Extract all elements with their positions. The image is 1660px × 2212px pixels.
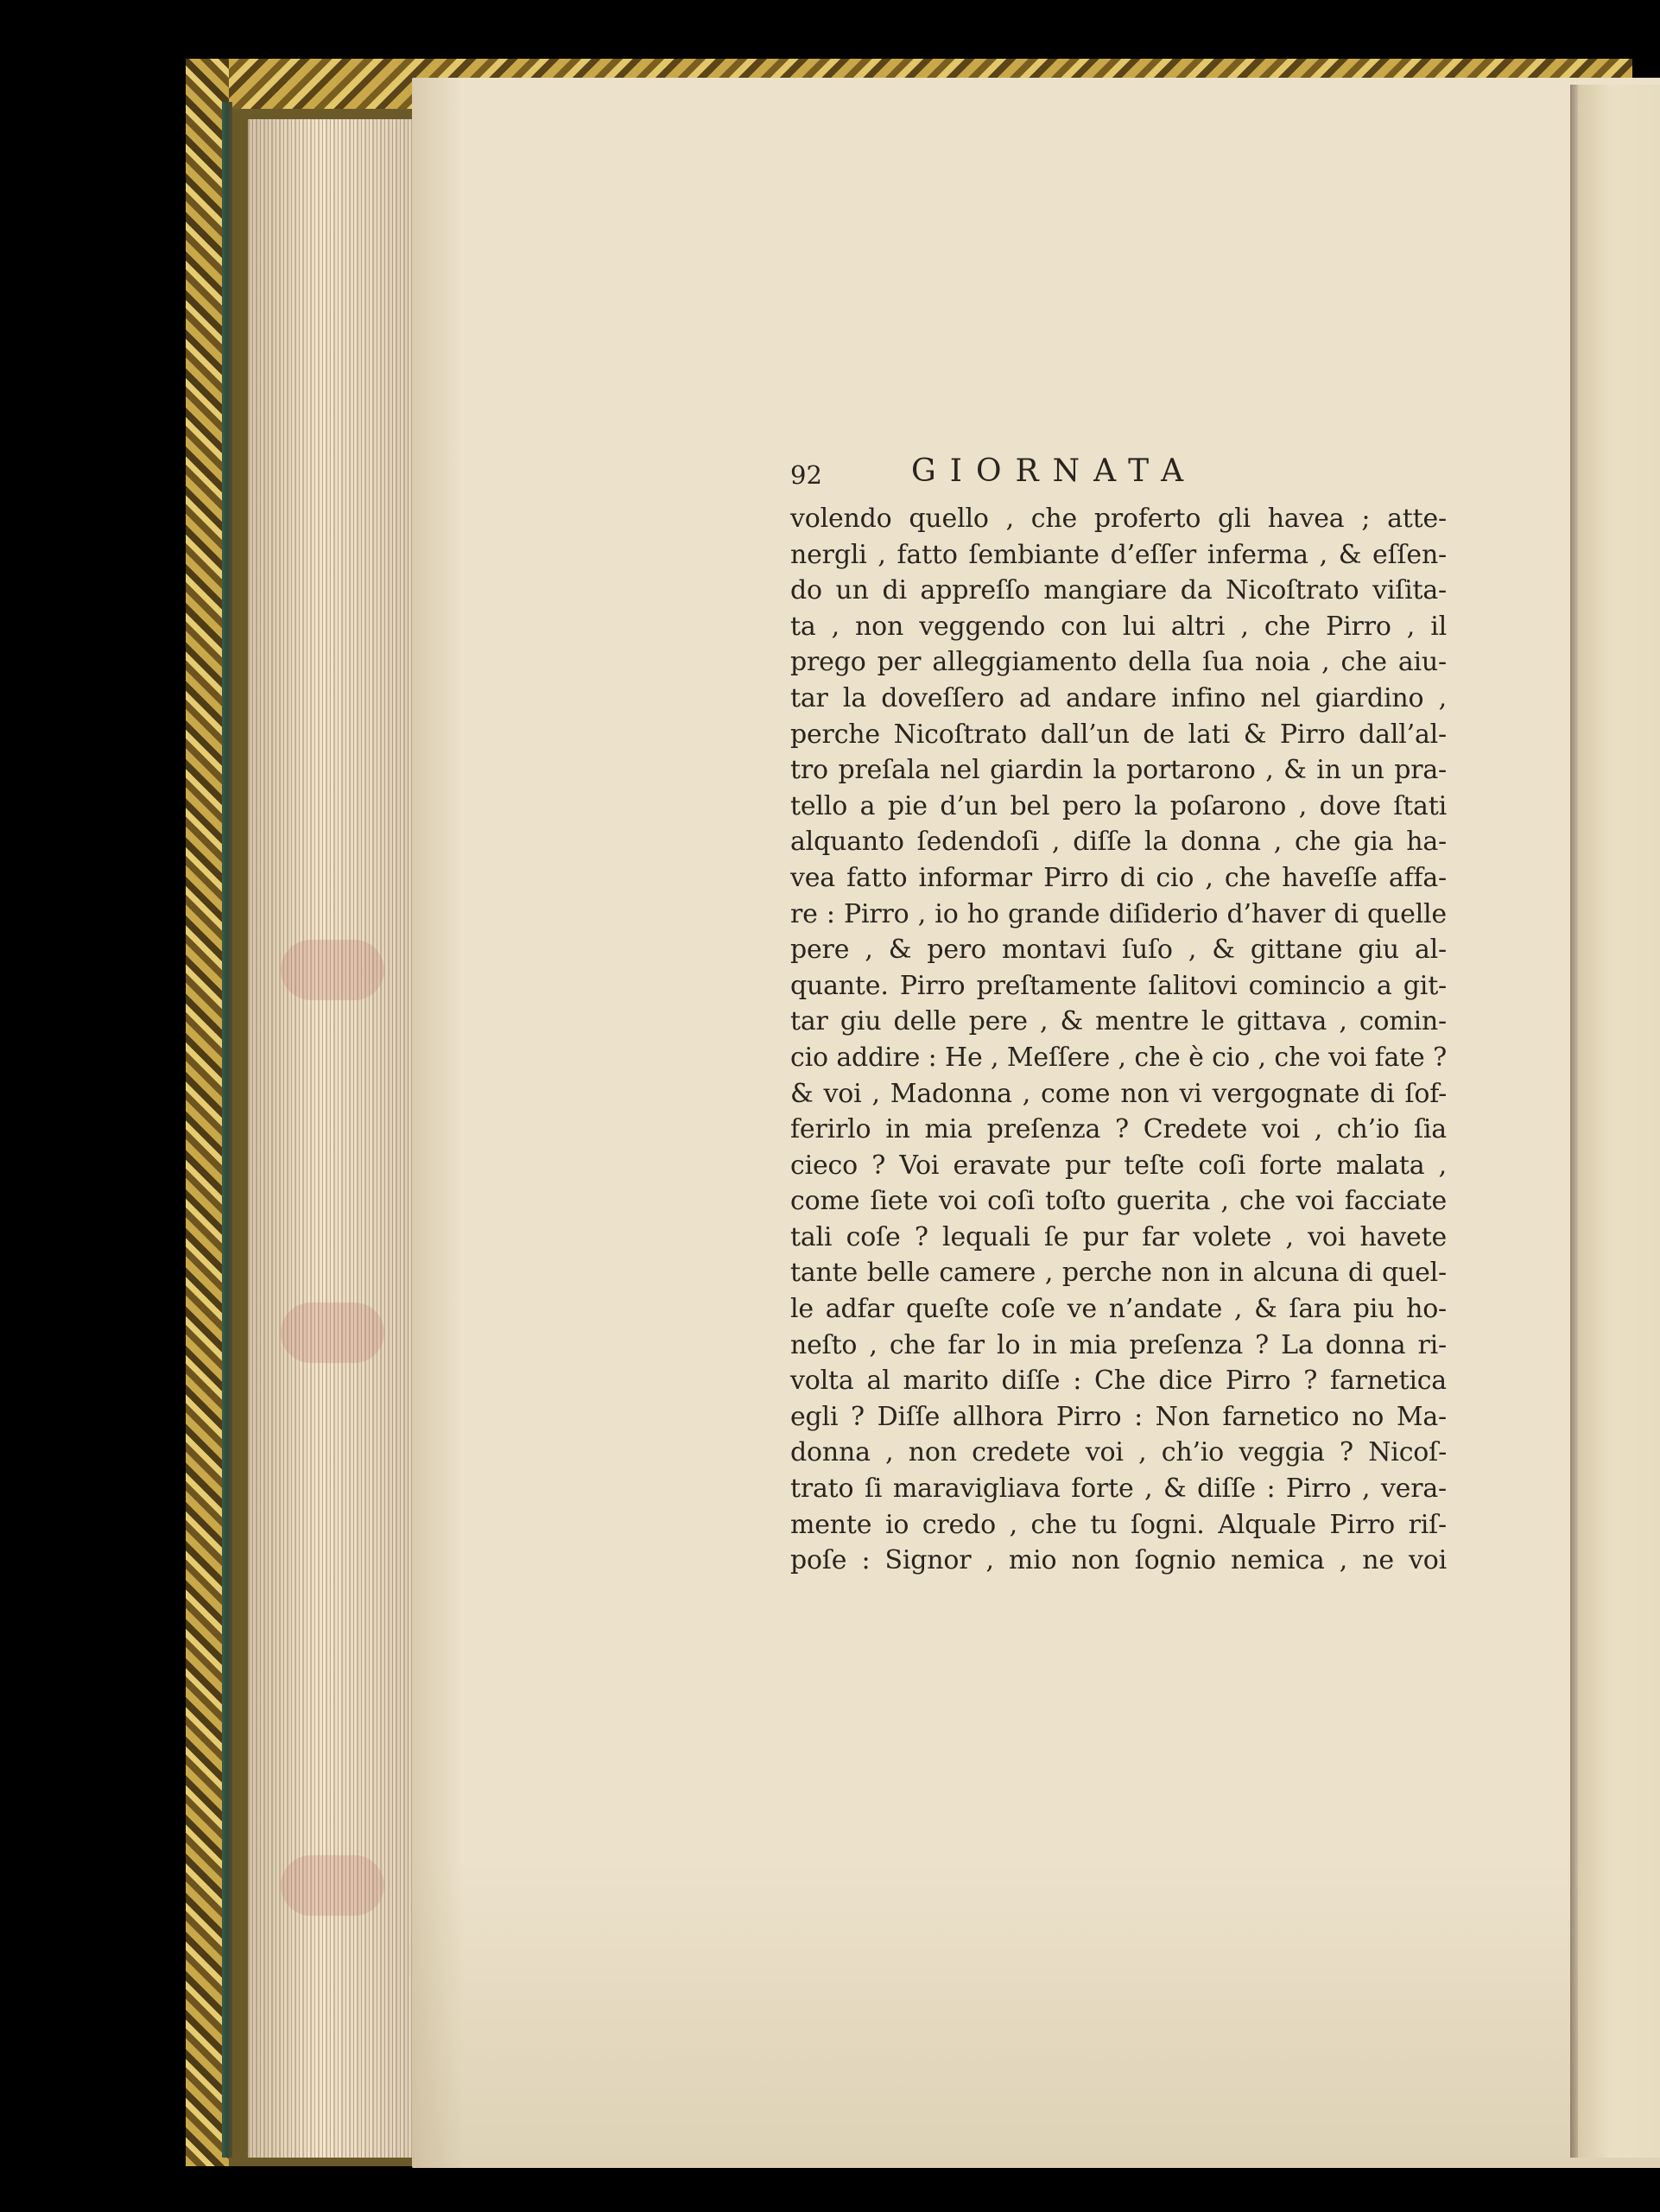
text-line: mente io credo , che tu ſogni. Alquale Pirro riſ- — [790, 1509, 1447, 1540]
text-line: ferirlo in mia preſenza ? Credete voi , ch’io ſia — [790, 1114, 1447, 1145]
page-number: 92 — [790, 460, 822, 490]
text-line: tro preſala nel giardin la portarono , & in un pra- — [790, 755, 1447, 786]
text-line: tar giu delle pere , & mentre le gittava , comin- — [790, 1006, 1447, 1037]
edge-stain — [281, 1302, 384, 1363]
running-head-title: GIORNATA — [911, 453, 1198, 489]
edge-stain — [281, 940, 384, 1000]
text-line: perche Nicoſtrato dall’un de lati & Pirro dall’al- — [790, 719, 1447, 750]
text-line: prego per alleggiamento della ſua noia , che aiu- — [790, 647, 1447, 678]
text-line: neſto , che far lo in mia preſenza ? La donna ri- — [790, 1329, 1447, 1360]
text-line: pere , & pero montavi ſuſo , & gittane giu al- — [790, 935, 1447, 966]
text-line: trato ſi maravigliava forte , & diſſe : Pirro , vera- — [790, 1474, 1447, 1505]
facing-page-edge — [1578, 85, 1660, 2158]
text-line: alquanto ſedendoſi , diſſe la donna , che gia ha- — [790, 827, 1447, 858]
text-line: cio addire : He , Meſſere , che è cio , che voi fate ? — [790, 1042, 1447, 1073]
text-line: tante belle camere , perche non in alcuna di quel- — [790, 1258, 1447, 1289]
text-line: volendo quello , che proferto gli havea ; atte- — [790, 504, 1447, 534]
text-line: tar la doveſſero ad andare infino nel giardino , — [790, 682, 1447, 713]
running-head — [790, 453, 1447, 501]
text-line: volta al marito diſſe : Che dice Pirro ? farnetica — [790, 1366, 1447, 1397]
text-line: ta , non veggendo con lui altri , che Pirro , il — [790, 611, 1447, 642]
body-text — [790, 501, 1447, 1579]
text-line: cieco ? Voi eravate pur teſte coſi forte malata , — [790, 1150, 1447, 1181]
text-block — [790, 453, 1447, 1579]
spine-edge — [222, 102, 232, 2158]
text-line: nergli , fatto ſembiante d’eſſer inferma , & eſſen- — [790, 539, 1447, 570]
text-line: egli ? Diſſe allhora Pirro : Non farnetico no Ma- — [790, 1401, 1447, 1432]
text-line: vea fatto informar Pirro di cio , che haveſſe affa- — [790, 862, 1447, 893]
edge-stain — [281, 1855, 384, 1916]
text-line: tello a pie d’un bel pero la poſarono , dove ſtati — [790, 790, 1447, 821]
text-line: do un di appreſſo mangiare da Nicoſtrato viſita- — [790, 575, 1447, 606]
text-line: tali coſe ? lequali ſe pur far volete , voi havete — [790, 1221, 1447, 1252]
text-line: le adfar queſte coſe ve n’andate , & ſara piu ho- — [790, 1294, 1447, 1325]
text-line: donna , non credete voi , ch’io veggia ? Nicoſ- — [790, 1437, 1447, 1468]
text-line: come ſiete voi coſi toſto guerita , che voi facciate — [790, 1186, 1447, 1217]
text-line: & voi , Madonna , come non vi vergognate di ſof- — [790, 1078, 1447, 1109]
text-line: re : Pirro , io ho grande diſiderio d’haver di quelle — [790, 898, 1447, 929]
page-edges-shade — [248, 119, 425, 2158]
text-line: poſe : Signor , mio non ſognio nemica , ne voi — [790, 1545, 1447, 1576]
text-line: quante. Pirro preſtamente ſalitovi comincio a git- — [790, 970, 1447, 1001]
